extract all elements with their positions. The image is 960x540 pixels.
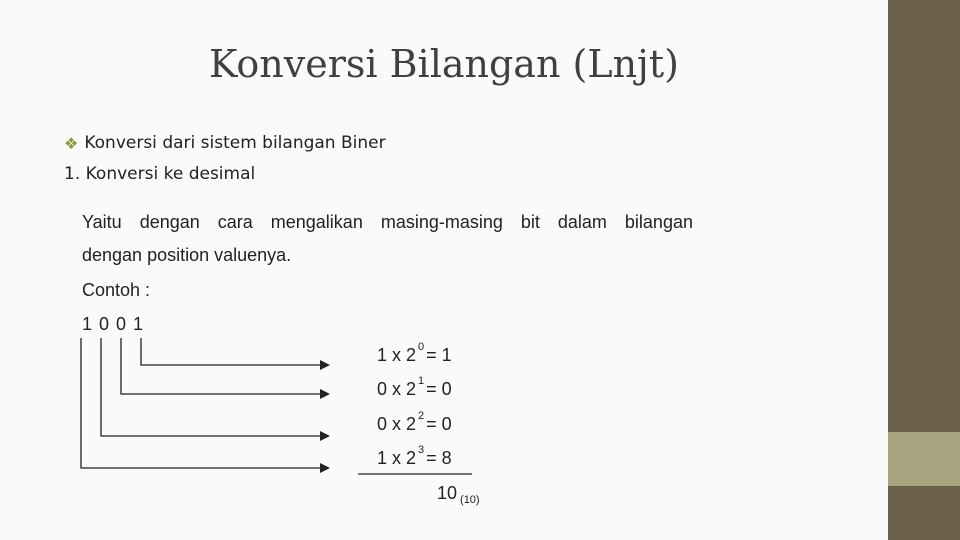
equation-exponent: 2 xyxy=(418,410,425,422)
arrow-line-bit-1 xyxy=(121,338,322,394)
equation-row xyxy=(377,444,452,469)
diamond-bullet-icon: ❖ xyxy=(64,133,79,153)
equation-base: 1 x 2 xyxy=(377,345,417,365)
equation-result: = 0 xyxy=(426,379,452,399)
equation-result: = 1 xyxy=(426,345,452,365)
result-value: 10 xyxy=(437,483,458,503)
explanation-line-2: dengan position valuenya. xyxy=(82,245,292,265)
equation-base: 0 x 2 xyxy=(377,379,417,399)
equation-base: 0 x 2 xyxy=(377,414,417,434)
equation-row xyxy=(377,341,452,366)
equation-result: = 8 xyxy=(426,448,452,468)
decimal-result xyxy=(437,483,480,504)
arrowhead-bit-1 xyxy=(320,389,330,399)
equation-exponent: 1 xyxy=(418,375,425,387)
equation-exponent: 0 xyxy=(418,341,425,353)
arrow-line-bit-2 xyxy=(101,338,322,436)
arrow-line-bit-0 xyxy=(141,338,322,365)
arrow-line-bit-3 xyxy=(81,338,322,468)
equation-base: 1 x 2 xyxy=(377,448,417,468)
arrowhead-bit-0 xyxy=(320,360,330,370)
equation-exponent: 3 xyxy=(418,444,425,456)
bullet-text: Konversi dari sistem bilangan Biner xyxy=(84,133,386,153)
equation-row xyxy=(377,410,452,435)
slide-title: Konversi Bilangan (Lnjt) xyxy=(209,42,679,86)
explanation-line-1: Yaitu dengan cara mengalikan masing-masing bit dalam bilangan xyxy=(82,212,693,232)
equation-row xyxy=(377,375,452,400)
arrowhead-bit-3 xyxy=(320,463,330,473)
arrowhead-bit-2 xyxy=(320,431,330,441)
result-base: (10) xyxy=(460,494,480,506)
equation-result: = 0 xyxy=(426,414,452,434)
numbered-item: 1. Konversi ke desimal xyxy=(64,164,256,184)
binary-digits: 1 0 0 1 xyxy=(82,314,145,334)
example-label: Contoh : xyxy=(82,280,151,300)
